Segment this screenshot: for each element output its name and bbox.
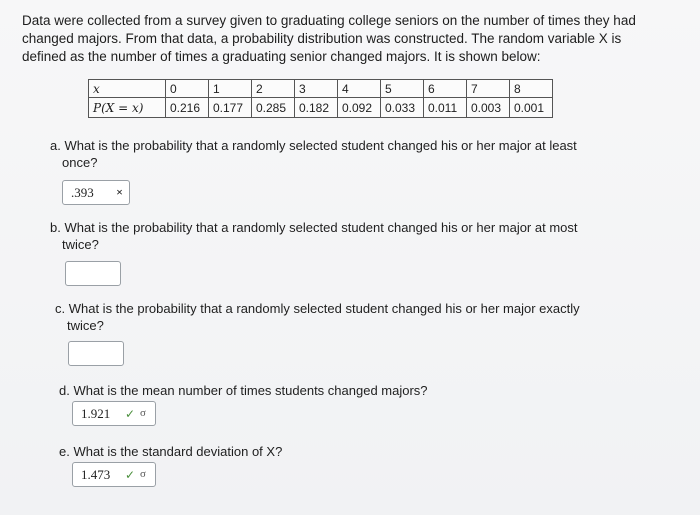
p-value: 0.092 xyxy=(338,98,381,118)
p-value: 0.001 xyxy=(510,98,553,118)
question-a-text-cont: once? xyxy=(62,155,98,170)
problem-intro: Data were collected from a survey given to graduating college seniors on the number of times they had changed majors. From that data, a probability distribution was constructed. The random variable X is defined as the number of times a graduating senior changed majors. It is shown below: xyxy=(22,13,636,64)
question-a xyxy=(50,137,670,171)
question-b xyxy=(50,219,670,253)
question-e xyxy=(59,443,659,460)
x-header: x xyxy=(89,80,166,98)
question-d-text: d. What is the mean number of times students changed majors? xyxy=(59,383,428,398)
p-value: 0.033 xyxy=(381,98,424,118)
question-c xyxy=(55,300,675,334)
answer-c-field[interactable] xyxy=(68,341,124,366)
x-value: 6 xyxy=(424,80,467,98)
incorrect-icon: × xyxy=(116,185,123,199)
answer-d-value: 1.921 xyxy=(81,405,111,421)
probability-distribution-table xyxy=(88,79,553,118)
question-d xyxy=(59,382,659,399)
x-value: 5 xyxy=(381,80,424,98)
answer-a-value: .393 xyxy=(71,184,94,200)
question-c-text-cont: twice? xyxy=(67,318,104,333)
x-value: 7 xyxy=(467,80,510,98)
question-a-text: a. What is the probability that a randomly selected student changed his or her major at least xyxy=(50,138,577,153)
p-value: 0.216 xyxy=(166,98,209,118)
answer-a-field[interactable] xyxy=(62,180,130,205)
x-value: 1 xyxy=(209,80,252,98)
p-value: 0.285 xyxy=(252,98,295,118)
edit-formula-icon[interactable]: σ xyxy=(140,468,146,480)
p-value: 0.003 xyxy=(467,98,510,118)
check-icon: ✓ xyxy=(125,407,136,421)
question-b-text: b. What is the probability that a randomly selected student changed his or her major at most xyxy=(50,220,578,235)
answer-e-field[interactable] xyxy=(72,462,156,487)
p-value: 0.177 xyxy=(209,98,252,118)
answer-d-field[interactable] xyxy=(72,401,156,426)
answer-b-field[interactable] xyxy=(65,261,121,286)
question-e-text: e. What is the standard deviation of X? xyxy=(59,444,283,459)
x-value: 2 xyxy=(252,80,295,98)
x-value: 3 xyxy=(295,80,338,98)
x-value: 0 xyxy=(166,80,209,98)
x-value: 8 xyxy=(510,80,553,98)
p-value: 0.182 xyxy=(295,98,338,118)
p-value: 0.011 xyxy=(424,98,467,118)
x-value: 4 xyxy=(338,80,381,98)
answer-e-value: 1.473 xyxy=(81,466,111,482)
edit-formula-icon[interactable]: σ xyxy=(140,407,146,419)
question-b-text-cont: twice? xyxy=(62,237,99,252)
p-header: P(X = x) xyxy=(89,98,166,118)
question-c-text: c. What is the probability that a randomly selected student changed his or her major exactly xyxy=(55,301,580,316)
check-icon: ✓ xyxy=(125,468,136,482)
